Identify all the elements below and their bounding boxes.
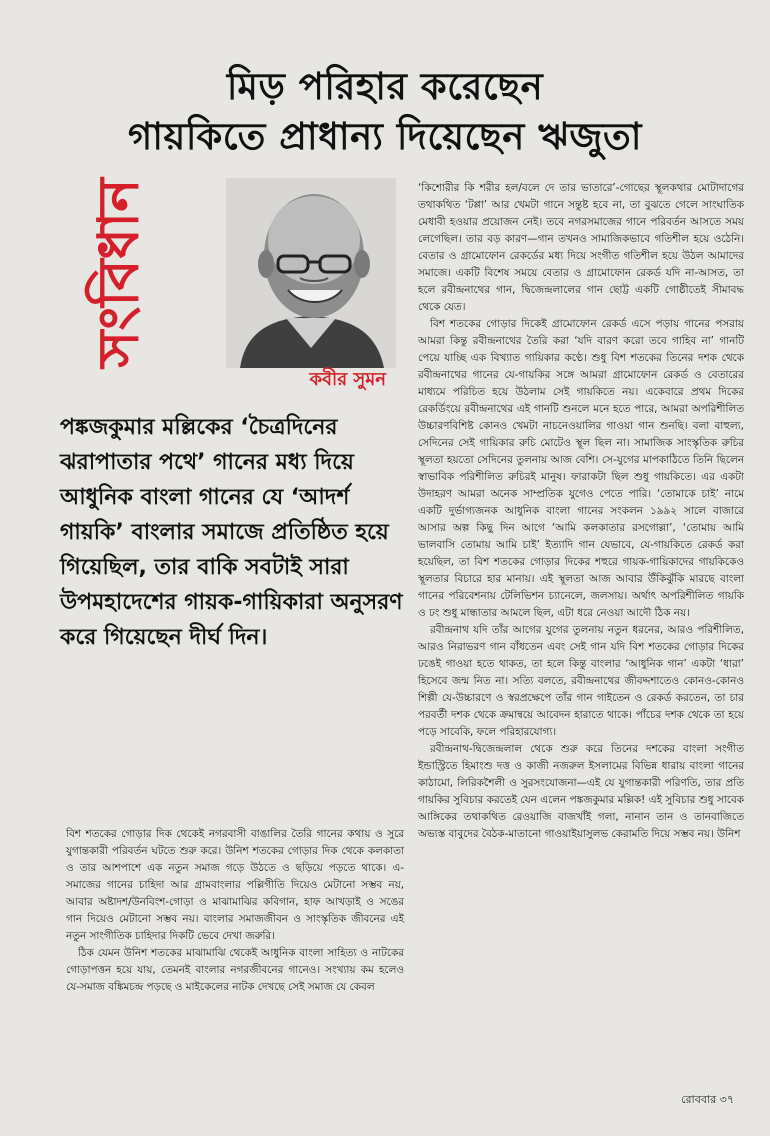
page-footer: রোববার ৩৭ [681, 1093, 734, 1106]
body-paragraph: রবীন্দ্রনাথ যদি তাঁর আগের যুগের তুলনায় নতুন ধরনের, আরও পরিশীলিত, আরও নিরাভরণ গান বাঁধতেন এবং সেই গান যদি বিশ শতকের গোড়ার দিকের ঢঙেই গাওয়া হতে থাকত, তা হলে কিন্তু বাংলার ‘আধুনিক গান’ একটা ‘ধারা’ হিসেবে জন্ম নিত না। সত্যি বলতে, রবীন্দ্রনাথের জীবদ্দশাতেও কোনও-কোনও শিল্পী যে-উচ্চারণে ও স্বরপ্রক্ষেপে তাঁর গান গাইতেন ও রেকর্ড করতেন, তা চার পরবর্তী দশক থেকে ক্রমান্বয়ে আবেদন হারাতে থাকে। পাঁচের দশক থেকে তা হয়ে পড়ে সাবেকি, ফলে পরিহারযোগ্য। [418, 624, 744, 738]
body-paragraph: বিশ শতকের গোড়ার দিকেই গ্রামোফোন রেকর্ড এসে পড়ায় গানের পসরায় আমরা কিন্তু রবীন্দ্রনাথের তৈরি করা ‘যদি বারণ করো তবে গাহিব না’ গানটি পেয়ে যাচ্ছি এক বিখ্যাত গায়িকার কণ্ঠে। শুধু বিশ শতকের তিনের দশক থেকে রবীন্দ্রনাথের গানের যে-গায়কির সঙ্গে আমরা গ্রামোফোন রেকর্ড ও বেতারের মাধ্যমে পরিচিত হয়ে উঠলাম সেই গায়কিতে নয়। একেবারে প্রথম দিকের রেকর্ডিংয়ে রবীন্দ্রনাথের এই গানটি শুনলে মনে হতে পারে, আমরা অপরিশীলিত উচ্চারণবিশিষ্ট কোনও খেমটা নাচনেওয়ালির গাওয়া গান শুনছি। বলা বাহুল্য, সেদিনের সেই গায়িকার রুচি মোটেও স্থূল ছিল না। সামাজিক সাংস্কৃতিক রুচির স্থূলতা হয়তো সেদিনের তুলনায় আজ বেশি। সে-যুগের মাপকাঠিতে তিনি ছিলেন স্বাভাবিক পরিশীলিত রুচিরই মানুষ। ফারাকটা ছিল শুধু গায়কিতে। এর একটা উদাহরণ আমরা অনেক সাম্প্রতিক যুগেও পেতে পারি। ‘তোমাকে চাই’ নামে একটি দুর্ভাগ্যজনক আধুনিক বাংলা গানের সংকলন ১৯৯২ সালে বাজারে আসার অল্প কিছু দিন আগে ‘আমি কলকাতার রসগোল্লা’, ‘তোমায় আমি ভালবাসি তোমায় আমি চাই’ ইত্যাদি গান যেভাবে, যে-গায়কিতে রেকর্ড করা হয়েছিল, তা বিশ শতকের গোড়ার দিকের শহুরে গায়ক-গায়িকাদের গায়কিকেও স্থূলতার বিচারে হার মানায়। এই স্থূলতা আজ আবার উঁকিঝুঁকি মারছে বাংলা গানের পরিবেশনায় টেলিভিশন চ্যানেলে, জলসায়। অর্থাৎ অপরিশীলিত গায়কি ও ঢং শুধু মান্ধাতার আমলে ছিল, এটা ধরে নেওয়া আদৌ ঠিক নয়। [418, 318, 744, 619]
author-portrait [226, 178, 396, 368]
author-portrait-image [226, 178, 396, 368]
headline-line-1: মিড় পরিহার করেছেন [226, 65, 544, 108]
body-paragraph: ‘কিশোরীর কি শরীর হল/বলে দে তার ভাতারে’-গোছের স্থূলকথার মোটাদাগের তথাকথিত ‘টপ্পা’ আর খেমটা গানে সন্তুষ্ট হবে না, তা বুঝতে গেলে সাংঘাতিক মেধাবী হওয়ার প্রয়োজন নেই। তবে নগরসমাজের গানে পরিবর্তন আসতে সময় লেগেছিল। তার বড় কারণ—গান তখনও সামাজিকভাবে গতিশীল হয়ে ওঠেনি। বেতার ও গ্রামোফোন রেকর্ডের মধ্য দিয়ে সংগীত গতিশীল হয়ে উঠল আমাদের সমাজে। একটি বিশেষ সময়ে বেতার ও গ্রামোফোন রেকর্ড যদি না-আসত, তা হলে রবীন্দ্রনাথের গান, দ্বিজেন্দ্রলালের গান ছোট্ট একটি গোষ্ঠীতেই সীমাবদ্ধ থেকে যেত। [418, 182, 744, 313]
column-label [78, 178, 168, 368]
headline [20, 62, 750, 162]
body-paragraph: বিশ শতকের গোড়ার দিক থেকেই নগরবাসী বাঙালির তৈরি গানের কথায় ও সুরে যুগান্তকারী পরিবর্তন ঘটতে শুরু করে। উনিশ শতকের গোড়ার দিক থেকে কলকাতা ও তার আশপাশে এক নতুন সমাজ গড়ে উঠতে ও ছড়িয়ে পড়তে থাকে। এ-সমাজের গানের চাহিদা আর গ্রামবাংলার পল্লিগীতি দিয়েও মেটানো সম্ভব নয়, আবার অষ্টাদশ/উনবিংশ-গোড়া ও মাঝামাঝির কবিগান, হাফ আখড়াই ও সঙের গান দিয়েও মেটানো সম্ভব নয়। বাংলার সমাজজীবন ও সাংস্কৃতিক জীবনের এই নতুন সাংগীতিক চাহিদার দিকটি ভেবে দেখা জরুরি। [66, 828, 404, 942]
body-text-right-column [418, 180, 744, 843]
body-paragraph: ঠিক যেমন উনিশ শতকের মাঝামাঝি থেকেই আধুনিক বাংলা সাহিত্য ও নাটকের গোড়াপত্তন হয়ে যায়, তেমনই বাংলার নগরজীবনের গানেও। সংখ্যায় কম হলেও যে-সমাজ বঙ্কিমচন্দ্র পড়ছে ও মাইকেলের নাটক দেখছে সেই সমাজ যে কেবল [66, 947, 404, 993]
body-paragraph: রবীন্দ্রনাথ-দ্বিজেন্দ্রলাল থেকে শুরু করে তিনের দশকের বাংলা সংগীত ইন্ডাস্ট্রিতে হিমাংশু দত্ত ও কাজী নজরুল ইসলামের বিভিন্ন ধারায় বাংলা গানের কাঠামো, লিরিকশৈলী ও সুরসংযোজনা—এই যে যুগান্তকারী পরিণতি, তার প্রতি গায়কির সুবিচার করতেই যেন এলেন পঙ্কজকুমার মল্লিক! এই সুবিচার শুধু সাবেক আঙ্গিকের তথাকথিত রেওয়াজি বাজখাঁই গলা, নানান তান ও তানবাজিতে অভ্যস্ত বাবুদের বৈঠক-মাতানো গাওয়াইয়াসুলভ কেরামতি দিয়ে সম্ভব নয়। উনিশ [418, 743, 744, 840]
body-text-left-column [66, 826, 404, 996]
pull-quote: পঙ্কজকুমার মল্লিকের ‘চৈত্রদিনের ঝরাপাতার পথে’ গানের মধ্য দিয়ে আধুনিক বাংলা গানের যে ‘আদর্শ গায়কি’ বাংলার সমাজে প্রতিষ্ঠিত হয়ে গিয়েছিল, তার বাকি সবটাই সারা উপমহাদেশের গায়ক-গায়িকারা অনুসরণ করে গিয়েছেন দীর্ঘ দিন। [60, 415, 403, 650]
author-name: কবীর সুমন [309, 369, 386, 390]
column-label-text: সংবিধান [87, 178, 152, 368]
headline-line-2: গায়কিতে প্রাধান্য দিয়েছেন ঋজুতা [128, 115, 642, 158]
